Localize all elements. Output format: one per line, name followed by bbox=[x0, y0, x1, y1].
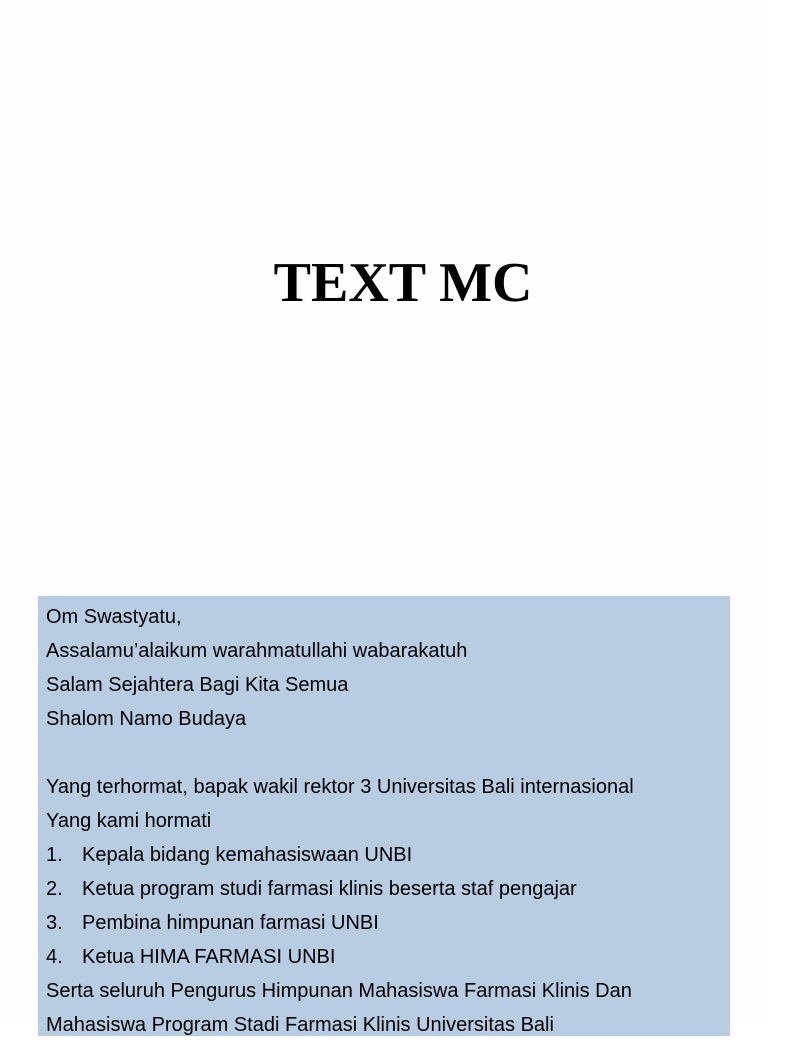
greeting-line: Shalom Namo Budaya bbox=[46, 708, 247, 730]
list-item bbox=[46, 872, 730, 906]
list-item-text: Kepala bidang kemahasiswaan UNBI bbox=[82, 844, 413, 866]
greeting-line: Om Swastyatu, bbox=[46, 606, 182, 628]
list-item-text: Pembina himpunan farmasi UNBI bbox=[82, 912, 379, 934]
list-item-number: 1. bbox=[46, 844, 63, 866]
list-item-number: 4. bbox=[46, 946, 63, 968]
mc-text-box bbox=[38, 596, 730, 1036]
list-item-text: Ketua program studi farmasi klinis beserta staf pengajar bbox=[82, 878, 577, 900]
page-title: TEXT MC bbox=[273, 252, 533, 314]
greeting-line: Salam Sejahtera Bagi Kita Semua bbox=[46, 674, 349, 696]
honored-intro-line: Yang kami hormati bbox=[46, 810, 212, 832]
list-item bbox=[46, 940, 730, 974]
blank-line bbox=[46, 736, 730, 770]
closing-line: Mahasiswa Program Stadi Farmasi Klinis Universitas Bali bbox=[46, 1014, 554, 1036]
closing-line: Serta seluruh Pengurus Himpunan Mahasiswa Farmasi Klinis Dan bbox=[46, 980, 632, 1002]
greeting-line: Assalamu’alaikum warahmatullahi wabarakatuh bbox=[46, 640, 468, 662]
list-item-number: 2. bbox=[46, 878, 63, 900]
addressee-line: Yang terhormat, bapak wakil rektor 3 Universitas Bali internasional bbox=[46, 776, 634, 798]
list-item-number: 3. bbox=[46, 912, 63, 934]
list-item bbox=[46, 838, 730, 872]
list-item-text: Ketua HIMA FARMASI UNBI bbox=[82, 946, 336, 968]
list-item bbox=[46, 906, 730, 940]
